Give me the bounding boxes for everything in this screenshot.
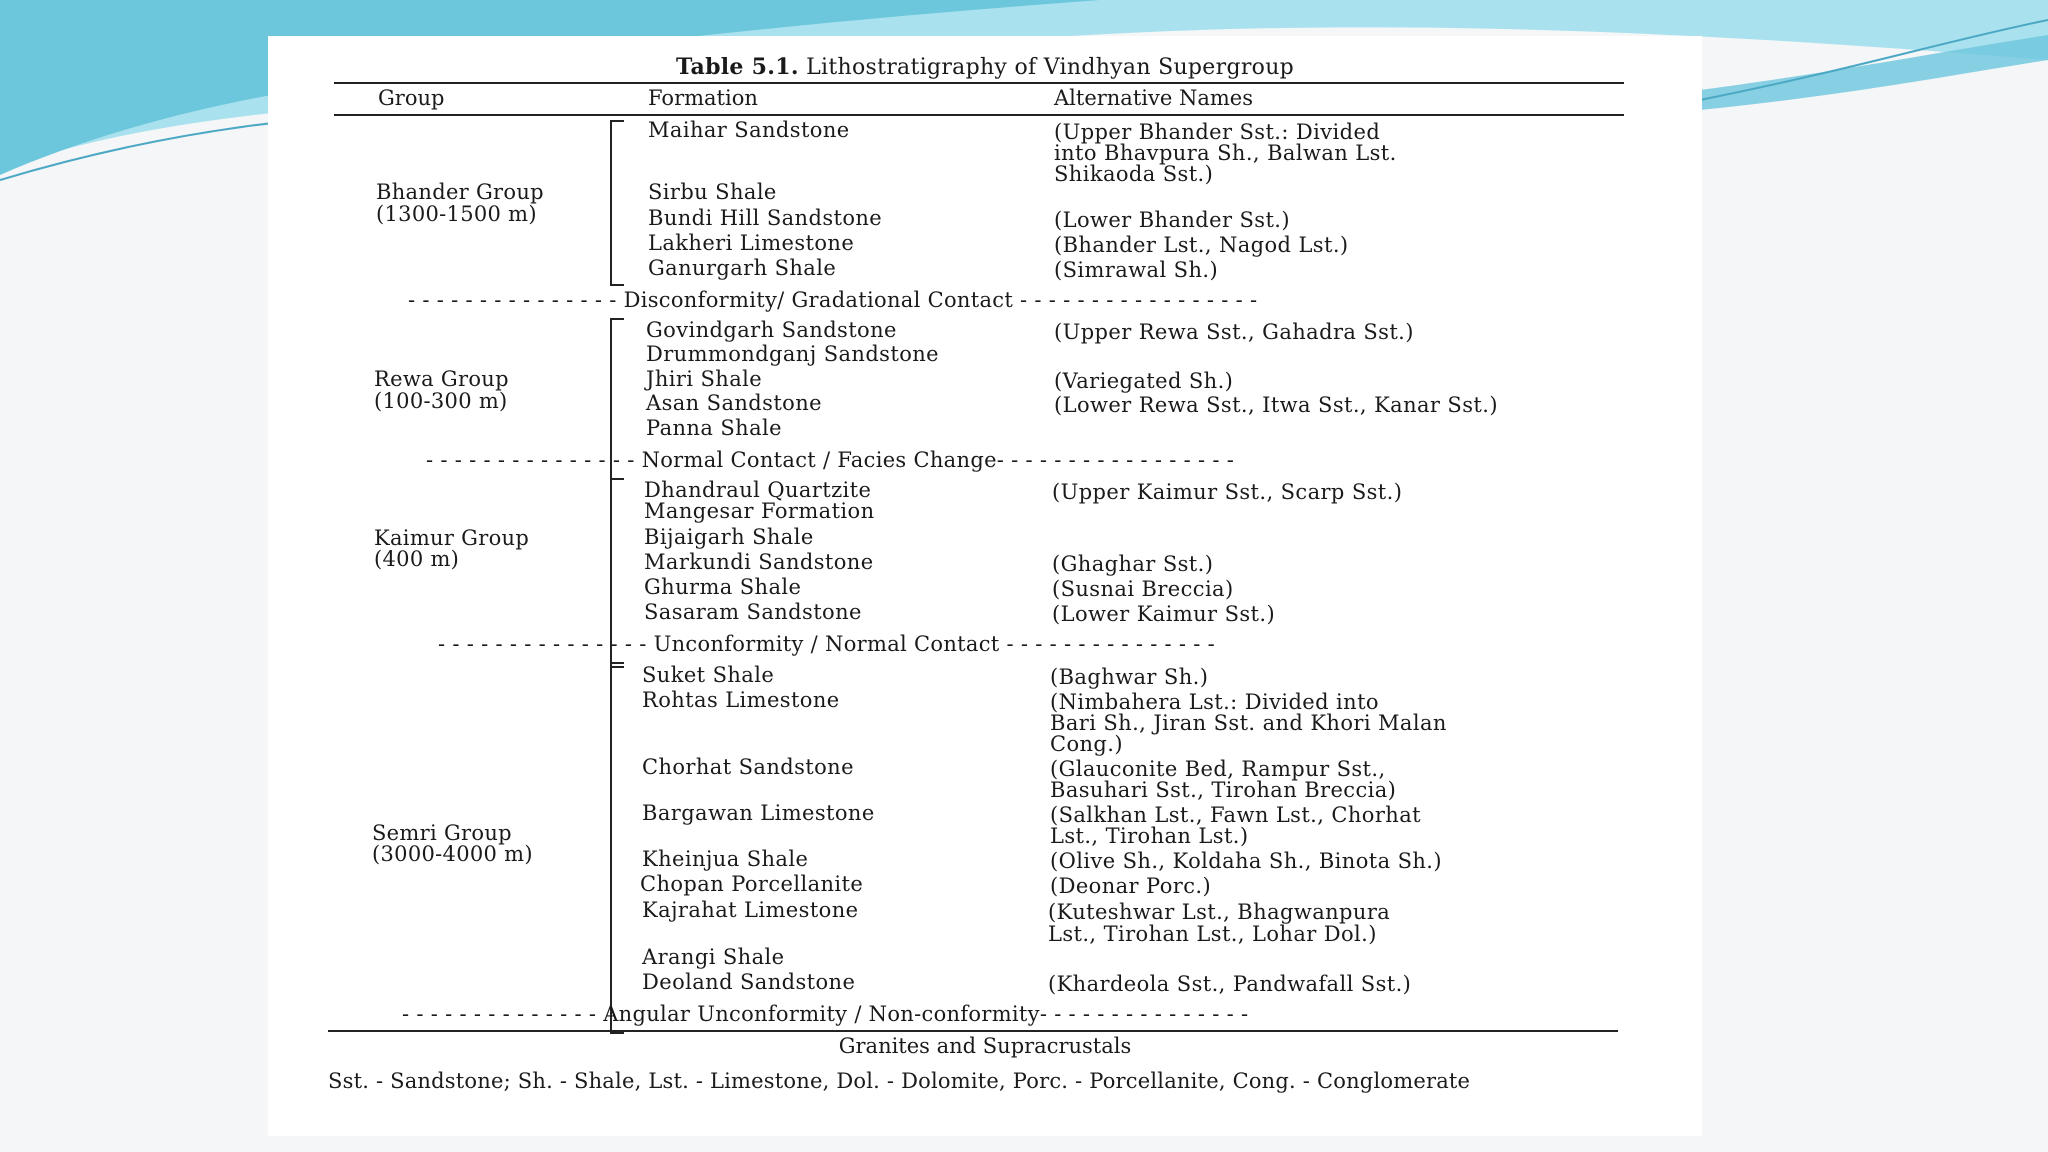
alternative-name: into Bhavpura Sh., Balwan Lst. [1054,141,1397,165]
formation-name: Bijaigarh Shale [644,525,814,549]
alternative-name: (Salkhan Lst., Fawn Lst., Chorhat [1050,803,1421,827]
formation-name: Lakheri Limestone [648,231,855,255]
contact-line: - - - - - - - - - - - - - - - Normal Contact / Facies Change- - - - - - - - - - - - - - - - - [426,448,1235,472]
contact-line: - - - - - - - - - - - - - - - Disconformity/ Gradational Contact - - - - - - - - - - - - - - - - - [408,288,1258,312]
alternative-name: (Kuteshwar Lst., Bhagwanpura [1048,900,1391,924]
column-header-alternative-names: Alternative Names [1054,86,1253,110]
group-name: Kaimur Group [374,526,530,550]
alternative-name: (Simrawal Sh.) [1054,258,1219,282]
group-thickness: (1300-1500 m) [376,202,537,226]
formation-name: Maihar Sandstone [648,118,850,142]
formation-name: Rohtas Limestone [642,688,840,712]
alternative-name: (Susnai Breccia) [1052,577,1234,601]
formation-name: Arangi Shale [642,945,785,969]
formation-name: Deoland Sandstone [642,970,856,994]
alternative-name: (Upper Rewa Sst., Gahadra Sst.) [1054,320,1414,344]
alternative-name: (Upper Bhander Sst.: Divided [1054,120,1381,144]
group-bracket [610,120,624,286]
table-document [268,36,1702,1136]
alternative-name: (Lower Kaimur Sst.) [1052,602,1276,626]
basement-label: Granites and Supracrustals [838,1034,1132,1058]
column-header-group: Group [378,86,445,110]
alternative-name: Lst., Tirohan Lst.) [1050,824,1249,848]
formation-name: Chorhat Sandstone [642,755,854,779]
group-thickness: (3000-4000 m) [372,842,533,866]
formation-name: Govindgarh Sandstone [646,318,897,342]
alternative-name: (Lower Rewa Sst., Itwa Sst., Kanar Sst.) [1054,393,1498,417]
alternative-name: Bari Sh., Jiran Sst. and Khori Malan [1050,711,1447,735]
top-rule [334,82,1624,84]
abbreviation-footnote: Sst. - Sandstone; Sh. - Shale, Lst. - Limestone, Dol. - Dolomite, Porc. - Porcellanite, Cong. - Conglomerate [328,1069,1471,1093]
formation-name: Dhandraul Quartzite [644,478,872,502]
contact-line: - - - - - - - - - - - - - - Angular Unconformity / Non-conformity- - - - - - - - - - - - - - - [402,1002,1249,1026]
formation-name: Markundi Sandstone [644,550,874,574]
group-name: Semri Group [372,821,512,845]
group-name: Rewa Group [374,367,509,391]
formation-name: Sirbu Shale [648,180,777,204]
alternative-name: (Glauconite Bed, Rampur Sst., [1050,757,1386,781]
alternative-name: (Deonar Porc.) [1050,874,1212,898]
alternative-name: Cong.) [1050,732,1123,756]
alternative-name: (Khardeola Sst., Pandwafall Sst.) [1048,972,1412,996]
alternative-name: (Nimbahera Lst.: Divided into [1050,690,1379,714]
alternative-name: (Variegated Sh.) [1054,369,1234,393]
formation-name: Mangesar Formation [644,499,875,523]
formation-name: Chopan Porcellanite [640,872,864,896]
formation-name: Kajrahat Limestone [642,898,859,922]
group-thickness: (100-300 m) [374,389,508,413]
alternative-name: (Olive Sh., Koldaha Sh., Binota Sh.) [1050,849,1442,873]
group-thickness: (400 m) [374,547,460,571]
basement-rule [328,1030,1618,1032]
formation-name: Drummondganj Sandstone [646,342,939,366]
formation-name: Kheinjua Shale [642,847,809,871]
alternative-name: (Baghwar Sh.) [1050,665,1209,689]
formation-name: Bargawan Limestone [642,801,875,825]
contact-line: - - - - - - - - - - - - - - - Unconformity / Normal Contact - - - - - - - - - - - - - - - [438,632,1216,656]
formation-name: Ghurma Shale [644,575,802,599]
formation-name: Sasaram Sandstone [644,600,862,624]
alternative-name: Lst., Tirohan Lst., Lohar Dol.) [1048,922,1377,946]
formation-name: Jhiri Shale [646,367,763,391]
header-rule [334,114,1624,116]
alternative-name: (Upper Kaimur Sst., Scarp Sst.) [1052,480,1403,504]
table-title: Table 5.1. Lithostratigraphy of Vindhyan Supergroup [675,54,1295,80]
alternative-name: (Lower Bhander Sst.) [1054,208,1290,232]
alternative-name: (Ghaghar Sst.) [1052,552,1214,576]
formation-name: Bundi Hill Sandstone [648,206,883,230]
group-name: Bhander Group [376,180,544,204]
formation-name: Panna Shale [646,416,782,440]
formation-name: Asan Sandstone [646,391,822,415]
formation-name: Suket Shale [642,663,775,687]
alternative-name: Basuhari Sst., Tirohan Breccia) [1050,778,1397,802]
group-bracket [610,662,624,1034]
alternative-name: (Bhander Lst., Nagod Lst.) [1054,233,1349,257]
formation-name: Ganurgarh Shale [648,256,837,280]
alternative-name: Shikaoda Sst.) [1054,162,1214,186]
column-header-formation: Formation [648,86,758,110]
